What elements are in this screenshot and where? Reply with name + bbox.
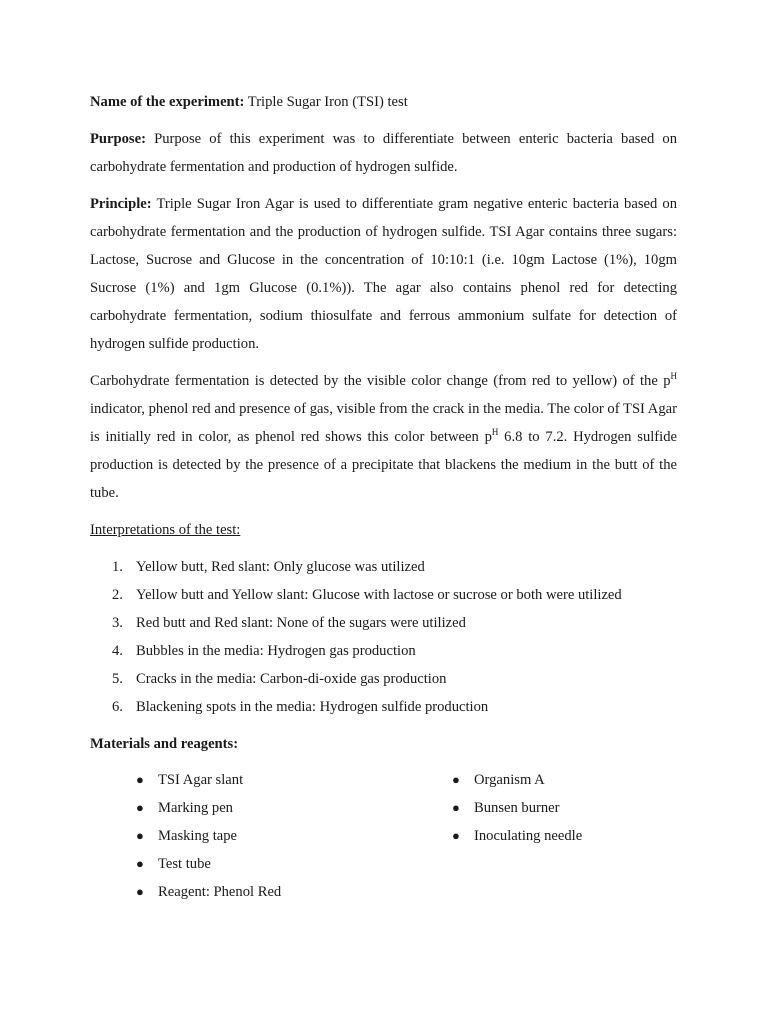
- list-item: [90, 794, 406, 822]
- list-item: [90, 637, 677, 665]
- list-item: [406, 794, 666, 822]
- material-text: Reagent: Phenol Red: [158, 884, 282, 900]
- list-item: [90, 766, 406, 794]
- detection-text-1: Carbohydrate fermentation is detected by the visible color change (from red to yellow) of the p: [90, 373, 671, 389]
- list-item: [90, 693, 677, 721]
- list-item-number: 6.: [112, 699, 123, 715]
- list-item-text: Yellow butt and Yellow slant: Glucose with lactose or sucrose or both were utilized: [136, 587, 622, 603]
- bullet-icon: ●: [136, 800, 144, 815]
- purpose-text: Purpose of this experiment was to differentiate between enteric bacteria based on carbohydrate fermentation and production of hydrogen sulfide.: [90, 131, 677, 175]
- experiment-name-value: Triple Sugar Iron (TSI) test: [247, 94, 408, 110]
- list-item-number: 3.: [112, 615, 123, 631]
- materials-heading: [90, 730, 677, 758]
- list-item-number: 2.: [112, 587, 123, 603]
- materials-list-right: [406, 766, 666, 906]
- ph-superscript-1: H: [670, 371, 677, 381]
- list-item-number: 4.: [112, 643, 123, 659]
- bullet-icon: ●: [136, 884, 144, 899]
- list-item-text: Blackening spots in the media: Hydrogen sulfide production: [136, 699, 489, 715]
- material-text: Marking pen: [158, 800, 233, 816]
- list-item: [406, 822, 666, 850]
- interpretations-heading-text: Interpretations of the test:: [90, 522, 241, 538]
- purpose-label: Purpose:: [90, 131, 146, 147]
- material-text: Bunsen burner: [474, 800, 560, 816]
- material-text: Test tube: [158, 856, 211, 872]
- material-text: Organism A: [474, 772, 545, 788]
- list-item: [406, 766, 666, 794]
- detection-paragraph: [90, 367, 677, 507]
- list-item-text: Yellow butt, Red slant: Only glucose was utilized: [136, 559, 425, 575]
- experiment-name-line: [90, 88, 677, 116]
- material-text: TSI Agar slant: [158, 772, 244, 788]
- ph-superscript-2: H: [491, 427, 499, 437]
- list-item-text: Bubbles in the media: Hydrogen gas production: [136, 643, 416, 659]
- bullet-icon: ●: [136, 828, 144, 843]
- bullet-icon: ●: [136, 856, 144, 871]
- materials-heading-text: Materials and reagents:: [90, 736, 239, 752]
- list-item: [90, 581, 677, 609]
- detection-text-2: indicator, phenol red and presence of gas, visible from the crack in the media. The color of TSI Agar is initially red in color, as phenol red shows this color between p: [90, 401, 677, 445]
- principle-paragraph: [90, 190, 677, 358]
- interpretations-list: [90, 553, 677, 721]
- list-item-number: 5.: [112, 671, 123, 687]
- purpose-paragraph: [90, 125, 677, 181]
- list-item: [90, 665, 677, 693]
- list-item-number: 1.: [112, 559, 123, 575]
- material-text: Masking tape: [158, 828, 238, 844]
- interpretations-heading: [90, 516, 677, 544]
- bullet-icon: ●: [136, 772, 144, 787]
- list-item: [90, 850, 406, 878]
- bullet-icon: ●: [452, 772, 460, 787]
- bullet-icon: ●: [452, 800, 460, 815]
- list-item: [90, 609, 677, 637]
- bullet-icon: ●: [452, 828, 460, 843]
- materials-list-left: [90, 766, 406, 906]
- list-item: [90, 822, 406, 850]
- list-item-text: Red butt and Red slant: None of the sugars were utilized: [136, 615, 466, 631]
- detection-text-3: 6.8 to 7.2. Hydrogen sulfide production is detected by the presence of a precipitate that blackens the medium in the butt of the tube.: [90, 429, 677, 501]
- principle-label: Principle:: [90, 196, 152, 212]
- experiment-name-label: Name of the experiment:: [90, 94, 245, 110]
- list-item: [90, 878, 406, 906]
- list-item: [90, 553, 677, 581]
- principle-text: Triple Sugar Iron Agar is used to differentiate gram negative enteric bacteria based on carbohydrate fermentation and the production of hydrogen sulfide. TSI Agar contains three sugars: Lactose, Sucrose and Glucose in the concentration of 10:10:1 (i.e. 10gm Lactose (1%), 10gm Sucrose (1%) and 1gm Glucose (0.1%)). The agar also contains phenol red for detecting carbohydrate fermentation, sodium thiosulfate and ferrous ammonium sulfate for detection of hydrogen sulfide production.: [90, 196, 677, 352]
- material-text: Inoculating needle: [474, 828, 583, 844]
- document-page: [90, 88, 677, 906]
- list-item-text: Cracks in the media: Carbon-di-oxide gas production: [136, 671, 447, 687]
- materials-columns: [90, 766, 677, 906]
